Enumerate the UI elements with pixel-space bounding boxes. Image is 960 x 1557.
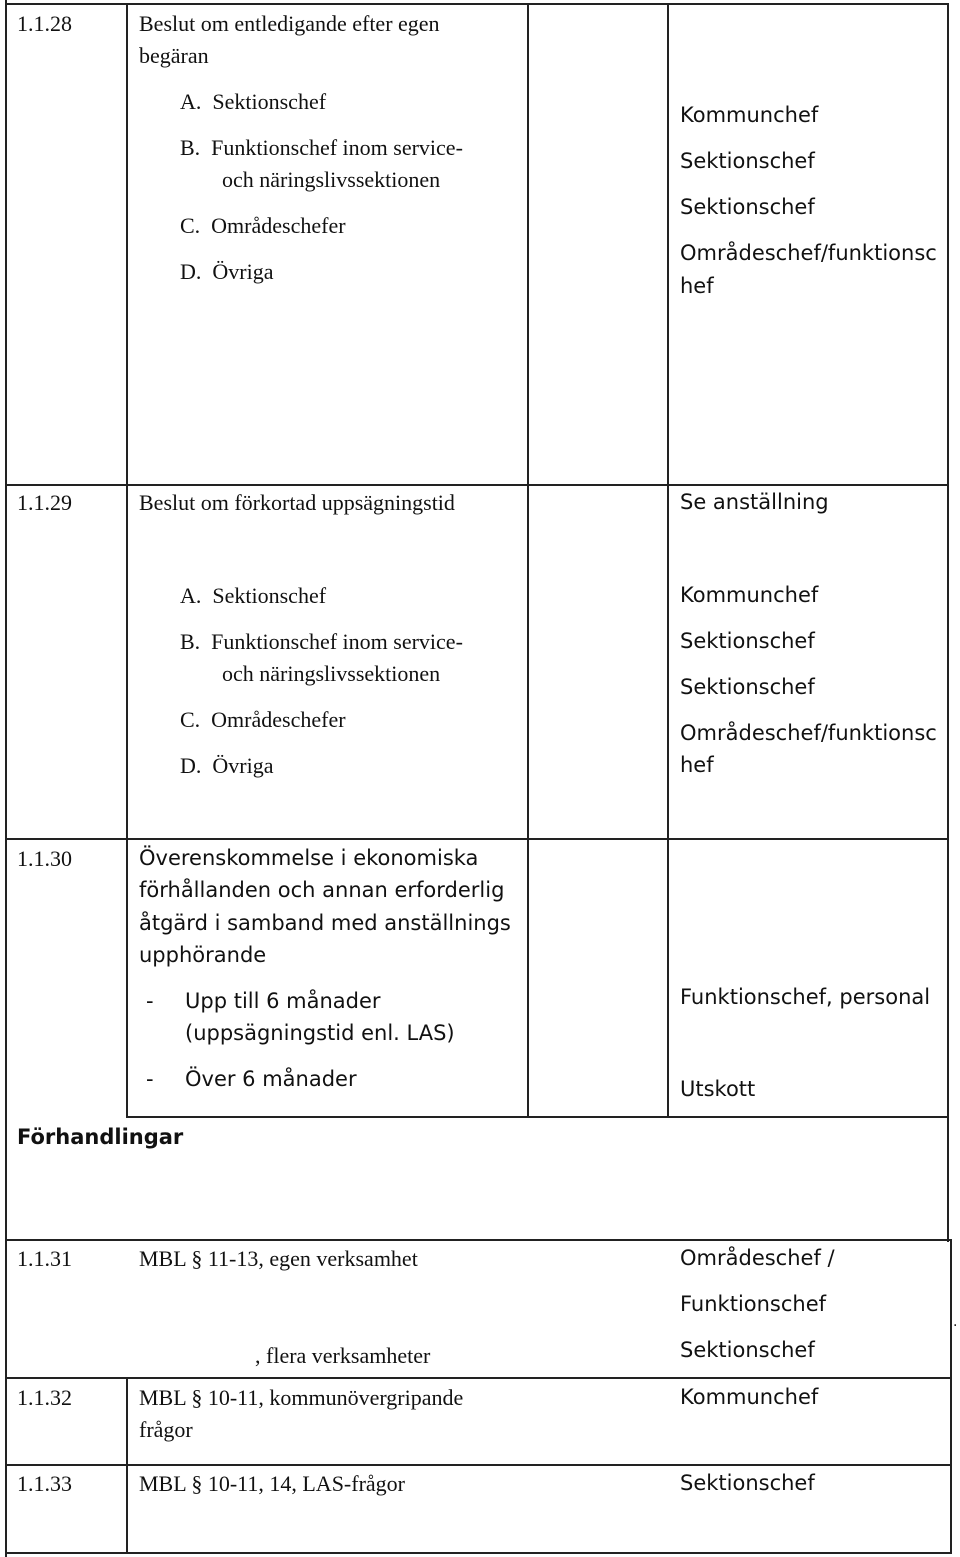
row-title: frågor — [139, 1417, 193, 1442]
list-item: Över 6 månader — [185, 1067, 357, 1091]
list-item: A. Sektionschef — [180, 583, 327, 608]
delegate: Områdeschef / — [680, 1246, 835, 1270]
grid-line — [5, 1377, 952, 1379]
grid-line — [667, 4, 669, 1118]
grid-line — [5, 1552, 952, 1554]
delegate: Kommunchef — [680, 103, 819, 127]
delegate: Sektionschef — [680, 1338, 815, 1362]
row-title: förhållanden och annan erforderlig — [139, 878, 505, 902]
grid-line — [5, 838, 949, 840]
row-title: , flera verksamheter — [255, 1343, 431, 1368]
delegate: Områdeschef/funktionsc — [680, 721, 937, 745]
delegate: Sektionschef — [680, 195, 815, 219]
row-title: Överenskommelse i ekonomiska — [139, 846, 479, 870]
grid-line — [126, 1116, 949, 1118]
list-item: D. Övriga — [180, 753, 274, 778]
row-title: Beslut om entledigande efter egen — [139, 11, 440, 36]
grid-line — [5, 0, 7, 1557]
delegate: Funktionschef, personal — [680, 985, 931, 1009]
delegate: Kommunchef — [680, 1385, 819, 1409]
row-title: åtgärd i samband med anställnings — [139, 911, 511, 935]
row-title: MBL § 10-11, 14, LAS-frågor — [139, 1471, 405, 1496]
list-item: B. Funktionschef inom service- — [180, 135, 463, 160]
row-number: 1.1.32 — [17, 1385, 72, 1410]
row-title: begäran — [139, 43, 209, 68]
row-number: 1.1.31 — [17, 1246, 72, 1271]
list-item: C. Områdeschefer — [180, 213, 346, 238]
row-number: 1.1.29 — [17, 490, 72, 515]
delegate: hef — [680, 274, 714, 298]
dash-bullet: - — [146, 989, 154, 1013]
delegate: Sektionschef — [680, 629, 815, 653]
row-title: MBL § 10-11, kommunövergripande — [139, 1385, 464, 1410]
grid-line — [5, 1464, 952, 1466]
delegate: hef — [680, 753, 714, 777]
delegate: Utskott — [680, 1077, 756, 1101]
grid-line — [947, 4, 949, 1242]
grid-line — [5, 1239, 952, 1241]
grid-line — [950, 1240, 952, 1554]
list-item: (uppsägningstid enl. LAS) — [185, 1021, 455, 1045]
delegate: Sektionschef — [680, 1471, 815, 1495]
row-title: Beslut om förkortad uppsägningstid — [139, 490, 455, 515]
list-item: och näringslivssektionen — [222, 167, 441, 192]
grid-line — [527, 4, 529, 1118]
section-heading: Förhandlingar — [17, 1125, 184, 1149]
stray-mark: . — [953, 1314, 958, 1330]
row-number: 1.1.28 — [17, 11, 72, 36]
list-item: B. Funktionschef inom service- — [180, 629, 463, 654]
list-item: A. Sektionschef — [180, 89, 327, 114]
grid-line — [126, 4, 128, 1118]
list-item: Upp till 6 månader — [185, 989, 381, 1013]
delegate: Kommunchef — [680, 583, 819, 607]
grid-line — [126, 1378, 128, 1554]
list-item: D. Övriga — [180, 259, 274, 284]
list-item: och näringslivssektionen — [222, 661, 441, 686]
delegate: Funktionschef — [680, 1292, 827, 1316]
grid-line — [5, 3, 949, 5]
list-item: C. Områdeschefer — [180, 707, 346, 732]
delegate: Sektionschef — [680, 675, 815, 699]
row-title: upphörande — [139, 943, 267, 967]
row-number: 1.1.30 — [17, 846, 72, 871]
dash-bullet: - — [146, 1067, 154, 1091]
delegate: Se anställning — [680, 490, 829, 514]
row-number: 1.1.33 — [17, 1471, 72, 1496]
delegate: Områdeschef/funktionsc — [680, 241, 937, 265]
row-title: MBL § 11-13, egen verksamhet — [139, 1246, 418, 1271]
delegate: Sektionschef — [680, 149, 815, 173]
